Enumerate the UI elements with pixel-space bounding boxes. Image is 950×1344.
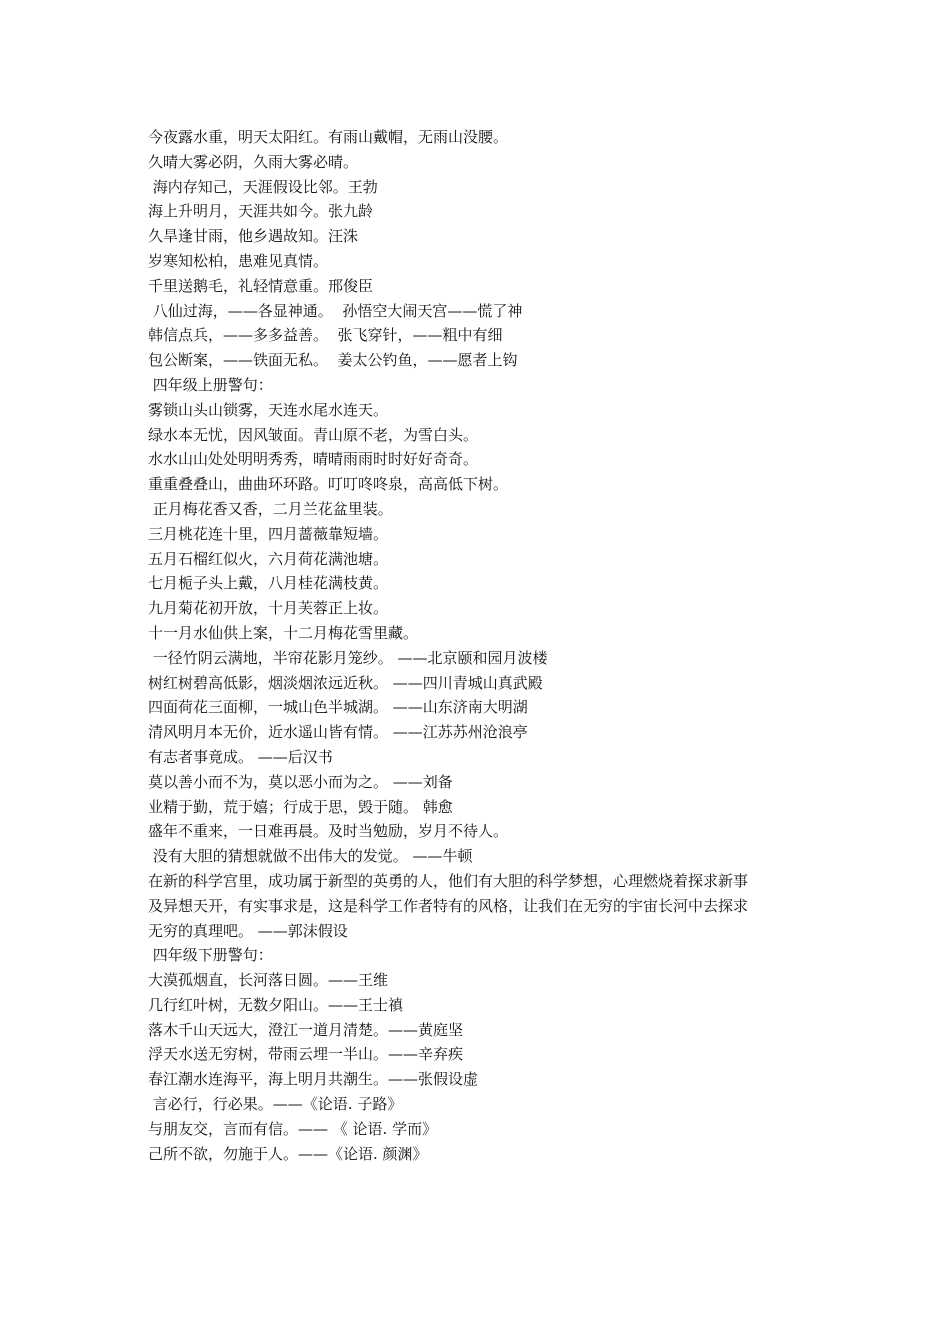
text-line: 三月桃花连十里，四月蔷薇靠短墙。 (148, 524, 389, 543)
text-line: 十一月水仙供上案，十二月梅花雪里藏。 (148, 623, 419, 642)
text-line: 落木千山天远大，澄江一道月清楚。——黄庭坚 (148, 1020, 464, 1039)
text-line: 及异想天开，有实事求是，这是科学工作者特有的风格，让我们在无穷的宇宙长河中去探求 (148, 896, 749, 915)
text-line: 绿水本无忧，因风皱面。青山原不老，为雪白头。 (148, 425, 479, 444)
text-line: 五月石榴红似火，六月荷花满池塘。 (148, 549, 389, 568)
text-line: 春江潮水连海平，海上明月共潮生。——张假设虚 (148, 1070, 479, 1089)
text-line: 没有大胆的猜想就做不出伟大的发觉。 ——牛顿 (148, 847, 473, 866)
document-body (148, 125, 814, 1166)
text-line: 今夜露水重，明天太阳红。有雨山戴帽，无雨山没腰。 (148, 128, 509, 146)
text-line: 浮天水送无穷树，带雨云埋一半山。——辛弃疾 (148, 1045, 464, 1064)
text-line: 无穷的真理吧。 ——郭沫假设 (148, 921, 348, 940)
text-line: 四面荷花三面柳，一城山色半城湖。 ——山东济南大明湖 (148, 698, 528, 717)
text-line: 八仙过海，——各显神通。 孙悟空大闹天宫——慌了神 (148, 301, 523, 320)
text-line: 久晴大雾必阴，久雨大雾必晴。 (148, 152, 359, 171)
text-line: 大漠孤烟直，长河落日圆。——王维 (148, 971, 389, 990)
text-line: 言必行，行必果。——《论语. 子路》 (148, 1095, 403, 1114)
text-line: 水水山山处处明明秀秀，晴晴雨雨时时好好奇奇。 (148, 450, 479, 469)
section-heading: 四年级上册警句： (148, 375, 273, 394)
text-line: 几行红叶树，无数夕阳山。——王士禛 (148, 995, 404, 1014)
text-line: 七月栀子头上戴，八月桂花满枝黄。 (148, 574, 389, 593)
text-line: 海内存知己，天涯假设比邻。王勃 (148, 177, 378, 196)
text-line: 树红树碧高低影，烟淡烟浓远近秋。 ——四川青城山真武殿 (148, 673, 543, 692)
text-line: 清风明月本无价，近水遥山皆有情。 ——江苏苏州沧浪亭 (148, 723, 528, 742)
text-line: 有志者事竟成。 ——后汉书 (148, 747, 333, 766)
text-line: 岁寒知松柏，患难见真情。 (148, 251, 329, 270)
text-line: 海上升明月，天涯共如今。张九龄 (148, 202, 374, 221)
text-line: 盛年不重来，一日难再晨。及时当勉励，岁月不待人。 (148, 822, 509, 841)
text-line: 韩信点兵，——多多益善。 张飞穿针，——粗中有细 (148, 326, 503, 345)
text-line: 在新的科学宫里，成功属于新型的英勇的人，他们有大胆的科学梦想，心理燃烧着探求新事 (148, 871, 749, 890)
text-line: 正月梅花香又香，二月兰花盆里装。 (148, 499, 393, 518)
text-line: 业精于勤，荒于嬉；行成于思，毁于随。 韩愈 (148, 797, 453, 816)
text-line: 包公断案，——铁面无私。 姜太公钓鱼，——愿者上钩 (148, 351, 518, 370)
text-line: 重重叠叠山，曲曲环环路。叮叮咚咚泉，高高低下树。 (148, 475, 509, 494)
section-heading: 四年级下册警句： (148, 946, 273, 965)
text-line: 己所不欲，勿施于人。——《论语. 颜渊》 (148, 1144, 428, 1163)
text-line: 一径竹阴云满地，半帘花影月笼纱。 ——北京颐和园月波楼 (148, 648, 548, 667)
text-line: 莫以善小而不为，莫以恶小而为之。 ——刘备 (148, 772, 453, 791)
text-line: 久旱逢甘雨，他乡遇故知。汪洙 (148, 227, 359, 246)
text-line: 与朋友交，言而有信。—— 《 论语. 学而》 (148, 1119, 438, 1138)
text-line: 九月菊花初开放，十月芙蓉正上妆。 (148, 599, 389, 618)
text-line: 雾锁山头山锁雾，天连水尾水连天。 (148, 400, 389, 419)
text-line: 千里送鹅毛，礼轻情意重。邢俊臣 (148, 276, 374, 295)
